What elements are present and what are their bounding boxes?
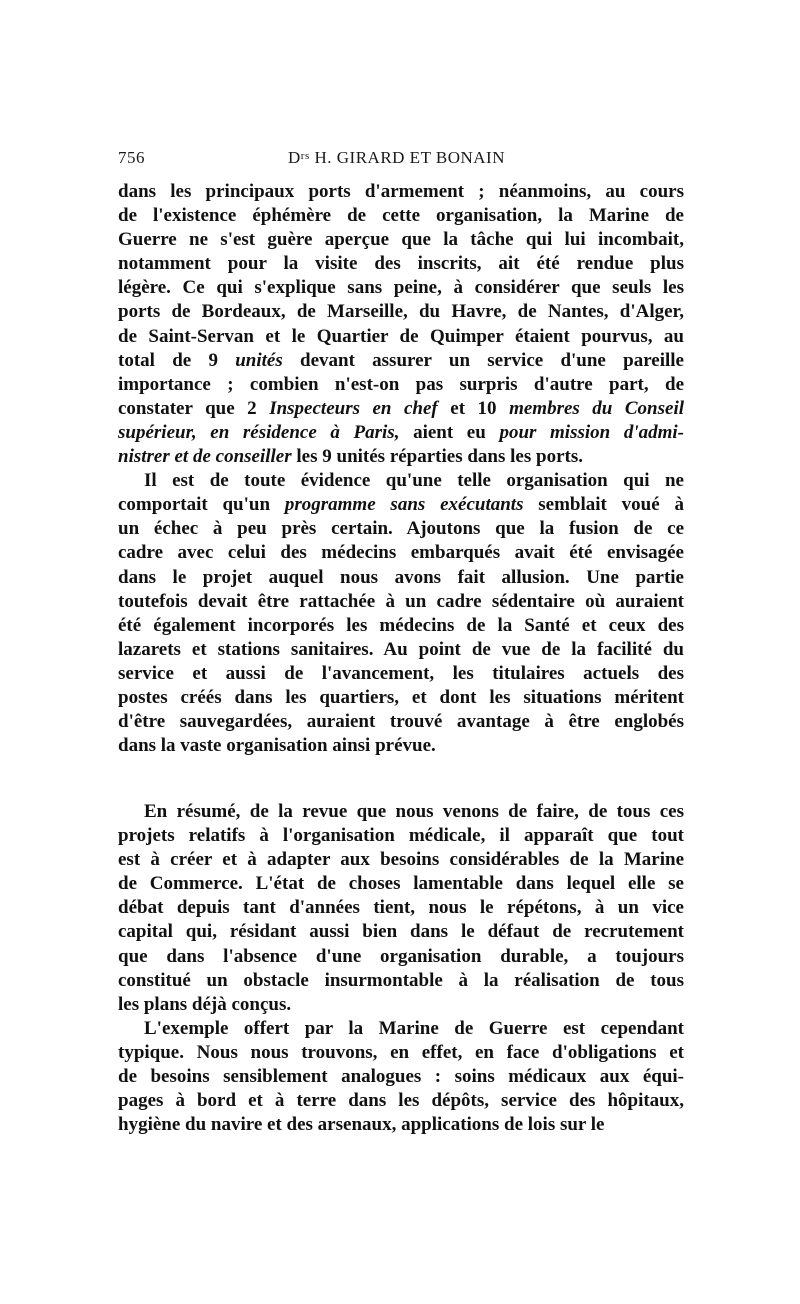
text-segment: de Commerce. L'état de choses lamentable dans lequel elle se xyxy=(118,873,684,895)
text-segment: Il est de toute évidence qu'une telle organisation qui ne xyxy=(144,470,684,492)
text-segment: notamment pour la visite des inscrits, ait été rendue plus xyxy=(118,253,684,275)
text-line xyxy=(118,373,684,397)
text-segment: comportait qu'un xyxy=(118,494,285,516)
text-segment: que dans l'absence d'une organisation durable, a toujours xyxy=(118,945,684,967)
text-segment: capital qui, résidant aussi bien dans le défaut de recrutement xyxy=(118,921,684,943)
text-segment: débat depuis tant d'années tient, nous le répétons, à un vice xyxy=(118,897,684,919)
italic-segment: pour mission d'admi- xyxy=(499,421,684,443)
italic-segment: Inspecteurs en chef xyxy=(269,397,438,419)
text-segment: aient eu xyxy=(399,421,500,443)
title-superscript: rs xyxy=(300,150,310,162)
text-line xyxy=(118,566,684,590)
text-line xyxy=(118,945,684,969)
text-segment: dans les principaux ports d'armement ; néanmoins, au cours xyxy=(118,181,684,202)
italic-segment: unités xyxy=(235,349,283,371)
text-block-upper xyxy=(118,180,684,758)
text-segment: dans le projet auquel nous avons fait allusion. Une partie xyxy=(118,566,684,588)
text-line xyxy=(118,1065,684,1089)
text-line xyxy=(118,710,684,734)
text-line xyxy=(118,686,684,710)
text-line xyxy=(118,541,684,565)
text-line xyxy=(118,734,684,758)
text-segment: ports de Bordeaux, de Marseille, du Havre, de Nantes, d'Alger, xyxy=(118,301,684,323)
paragraph-4 xyxy=(118,1017,684,1137)
text-segment: été également incorporés les médecins de la Santé et ceux des xyxy=(118,614,684,636)
text-segment: dans la vaste organisation ainsi prévue. xyxy=(118,735,436,757)
text-line xyxy=(118,1113,684,1137)
italic-segment: membres du Conseil xyxy=(509,397,685,419)
text-line xyxy=(118,180,684,204)
text-line xyxy=(118,276,684,300)
text-segment: les plans déjà conçus. xyxy=(118,993,292,1015)
text-line xyxy=(118,614,684,638)
running-head xyxy=(118,148,684,172)
text-segment: toutefois devait être rattachée à un cadre sédentaire où auraient xyxy=(118,590,684,612)
text-line xyxy=(118,896,684,920)
text-line xyxy=(118,252,684,276)
text-segment: pages à bord et à terre dans les dépôts, service des hôpitaux, xyxy=(118,1090,684,1112)
text-segment: En résumé, de la revue que nous venons de faire, de tous ces xyxy=(144,801,684,822)
text-line xyxy=(118,300,684,324)
text-line xyxy=(118,872,684,896)
text-segment: semblait voué à xyxy=(523,494,684,516)
text-line xyxy=(118,800,684,824)
text-line xyxy=(118,590,684,614)
text-line xyxy=(118,445,684,469)
text-line xyxy=(118,517,684,541)
text-line xyxy=(118,662,684,686)
text-segment: Guerre ne s'est guère aperçue que la tâche qui lui incombait, xyxy=(118,229,684,251)
text-segment: et 10 xyxy=(437,397,510,419)
text-segment: les 9 unités réparties dans les ports. xyxy=(291,446,583,468)
text-segment: L'exemple offert par la Marine de Guerre est cependant xyxy=(144,1017,684,1039)
text-segment: devant assurer un service d'une pareille xyxy=(282,349,684,371)
text-segment: d'être sauvegardées, auraient trouvé avantage à être englobés xyxy=(118,711,684,733)
text-segment: projets relatifs à l'organisation médicale, il apparaît que tout xyxy=(118,825,684,847)
text-line xyxy=(118,1017,684,1041)
text-segment: service et aussi de l'avancement, les titulaires actuels des xyxy=(118,662,684,684)
text-segment: un échec à peu près certain. Ajoutons que la fusion de ce xyxy=(118,518,684,540)
text-segment: de l'existence éphémère de cette organisation, la Marine de xyxy=(118,205,684,227)
text-block-lower xyxy=(118,800,684,1137)
text-line xyxy=(118,493,684,517)
text-segment: importance ; combien n'est-on pas surpris d'autre part, de xyxy=(118,373,684,395)
text-segment: total de 9 xyxy=(118,349,236,371)
paragraph-1 xyxy=(118,180,684,469)
text-line xyxy=(118,1041,684,1065)
text-line xyxy=(118,325,684,349)
text-segment: hygiène du navire et des arsenaux, applications de lois sur le xyxy=(118,1114,605,1136)
text-line xyxy=(118,349,684,373)
text-line xyxy=(118,228,684,252)
text-segment: cadre avec celui des médecins embarqués avait été envisagée xyxy=(118,542,684,564)
text-segment: est à créer et à adapter aux besoins considérables de la Marine xyxy=(118,849,684,871)
text-line xyxy=(118,638,684,662)
title-authors: H. GIRARD ET BONAIN xyxy=(309,148,505,167)
running-title xyxy=(288,148,505,168)
page-number: 756 xyxy=(118,148,145,167)
text-line xyxy=(118,469,684,493)
text-line xyxy=(118,848,684,872)
text-line xyxy=(118,397,684,421)
text-segment: typique. Nous nous trouvons, en effet, en face d'obligations et xyxy=(118,1041,684,1063)
text-segment: de besoins sensiblement analogues : soins médicaux aux équi- xyxy=(118,1066,684,1088)
italic-segment: supérieur, en résidence à Paris, xyxy=(118,421,400,443)
text-line xyxy=(118,920,684,944)
title-prefix: D xyxy=(288,148,301,167)
paragraph-3 xyxy=(118,800,684,1017)
text-line xyxy=(118,421,684,445)
italic-segment: nistrer et de conseiller xyxy=(118,446,292,468)
text-line xyxy=(118,824,684,848)
text-line xyxy=(118,993,684,1017)
text-line xyxy=(118,969,684,993)
text-segment: légère. Ce qui s'explique sans peine, à considérer que seuls les xyxy=(118,277,684,299)
text-segment: postes créés dans les quartiers, et dont les situations méritent xyxy=(118,686,684,708)
text-line xyxy=(118,204,684,228)
paragraph-2 xyxy=(118,469,684,758)
text-line xyxy=(118,1089,684,1113)
text-segment: de Saint-Servan et le Quartier de Quimper étaient pourvus, au xyxy=(118,325,684,347)
italic-segment: programme sans exécutants xyxy=(284,494,524,516)
text-segment: constater que 2 xyxy=(118,397,270,419)
text-segment: lazarets et stations sanitaires. Au point de vue de la facilité du xyxy=(118,638,684,660)
text-segment: constitué un obstacle insurmontable à la réalisation de tous xyxy=(118,969,684,991)
